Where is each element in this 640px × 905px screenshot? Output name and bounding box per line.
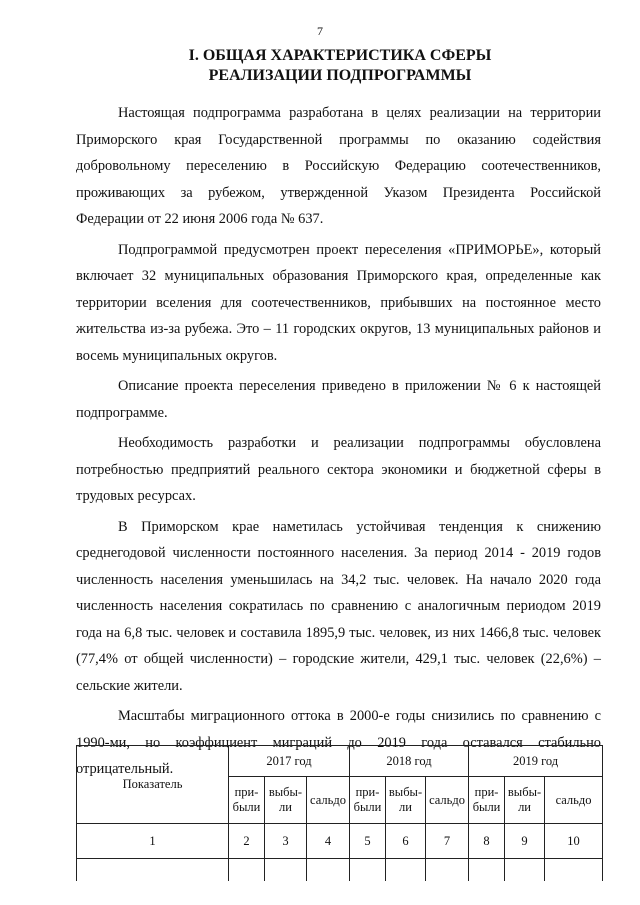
header-indicator: Показатель [77,746,229,824]
subheader-departed: выбы- ли [386,777,426,824]
paragraph: Описание проекта переселения приведено в приложении № 6 к настоящей подпрограмме. [76,378,601,421]
body-text [76,100,601,783]
header-year: 2019 год [469,746,603,777]
table-header-row [77,746,603,777]
column-number: 1 [77,824,229,859]
page-number: 7 [317,24,323,38]
column-number-row [77,824,603,859]
column-number: 7 [426,824,469,859]
column-number: 2 [229,824,265,859]
column-number: 4 [307,824,350,859]
subheader-arrived: при- были [229,777,265,824]
paragraph: Подпрограммой предусмотрен проект переселения «ПРИМОРЬЕ», который включает 32 муниципальных образования Приморского края, определенные как территории вселения для соотечественников, прибывших на постоянное место жительства из-за рубежа. Это – 11 городских округов, 13 муниципальных районов и восемь муниципальных округов. [76,241,601,364]
subheader-arrived: при- были [469,777,505,824]
subheader-arrived: при- были [350,777,386,824]
subheader-departed: выбы- ли [265,777,307,824]
section-title-line-1: I. ОБЩАЯ ХАРАКТЕРИСТИКА СФЕРЫ [188,47,492,64]
paragraph: В Приморском крае наметилась устойчивая тенденция к снижению среднегодовой численности постоянного населения. За период 2014 - 2019 годов численность населения уменьшилась на 34,2 тыс. человек. На начало 2020 года численность населения сократилась по сравнению с аналогичным периодом 2019 года на 6,8 тыс. человек и составила 1895,9 тыс. человек, из них 1466,8 тыс. человек (77,4% от общей численности) – городские жители, 429,1 тыс. человек (22,6%) – сельские жители. [76,518,601,694]
paragraph: Необходимость разработки и реализации подпрограммы обусловлена потребностью предприятий реального сектора экономики и бюджетной сферы в трудовых ресурсах. [76,435,601,504]
section-title-line-2: РЕАЛИЗАЦИИ ПОДПРОГРАММЫ [208,67,472,84]
column-number: 6 [386,824,426,859]
column-number: 8 [469,824,505,859]
paragraph: Настоящая подпрограмма разработана в целях реализации на территории Приморского края Государственной программы по оказанию содействия добровольному переселению в Российскую Федерацию соотечественников, проживающих за рубежом, утвержденной Указом Президента Российской Федерации от 22 июня 2006 года № 637. [76,105,601,227]
column-number: 5 [350,824,386,859]
column-number: 9 [505,824,545,859]
section-title [60,46,620,86]
migration-table [76,745,603,881]
column-number: 3 [265,824,307,859]
subheader-balance: сальдо [545,777,603,824]
header-year: 2017 год [229,746,350,777]
subheader-balance: сальдо [426,777,469,824]
header-year: 2018 год [350,746,469,777]
subheader-departed: выбы- ли [505,777,545,824]
table-row-continued [77,859,603,882]
column-number: 10 [545,824,603,859]
subheader-balance: сальдо [307,777,350,824]
paragraph: Масштабы миграционного оттока в 2000-е годы снизились по сравнению с 1990-ми, но коэффициент миграций до 2019 года оставался стабильно отрицательный. [76,708,601,777]
